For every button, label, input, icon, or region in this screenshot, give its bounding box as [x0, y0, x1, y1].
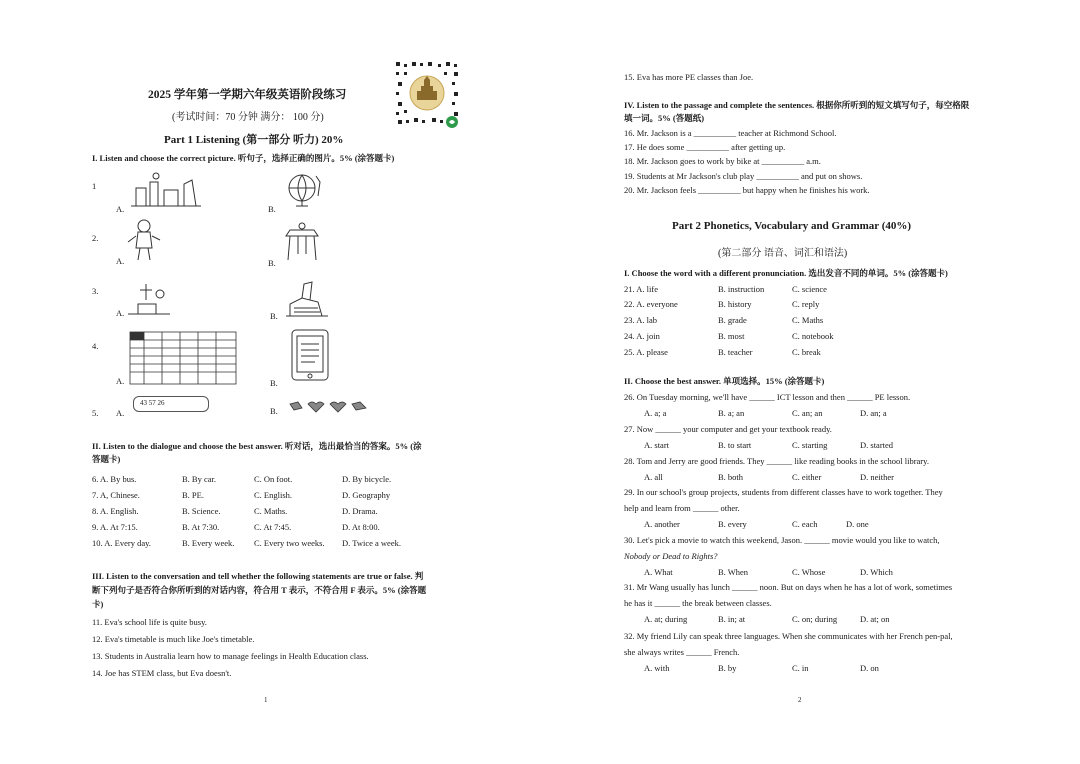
qr-code-icon: [392, 58, 462, 134]
option-c: C. in: [792, 663, 809, 673]
picture-4a-timetable: [128, 330, 238, 386]
statement-item: 12. Eva's timetable is much like Joe's timetable.: [92, 634, 255, 644]
option-d: D. one: [846, 519, 869, 529]
option-a: A. all: [644, 472, 663, 482]
fill-blank-item: 20. Mr. Jackson feels __________ but happy when he finishes his work.: [624, 185, 870, 195]
option-d: D. started: [860, 440, 894, 450]
stats-text: 43 57 26: [140, 399, 165, 407]
option-b: B. by: [718, 663, 737, 673]
q7-option-c: C. English.: [254, 490, 293, 500]
q10-option-b: B. Every week.: [182, 538, 235, 548]
q24-option-a: 24. A. join: [624, 331, 660, 341]
q22-option-c: C. reply: [792, 299, 820, 309]
option-a-label: A.: [116, 376, 125, 386]
option-b-label: B.: [270, 378, 278, 388]
picture-2a-person: [124, 218, 164, 262]
option-d: D. Which: [860, 567, 893, 577]
question-stem: 26. On Tuesday morning, we'll have ______ ICT lesson and then ______ PE lesson.: [624, 392, 911, 402]
question-number: 5.: [92, 408, 99, 418]
q7-option-a: 7. A, Chinese.: [92, 490, 140, 500]
statement-item: 15. Eva has more PE classes than Joe.: [624, 72, 754, 82]
q10-option-d: D. Twice a week.: [342, 538, 401, 548]
statement-item: 11. Eva's school life is quite busy.: [92, 617, 207, 627]
question-number: 1: [92, 181, 97, 191]
option-d: D. at; on: [860, 614, 890, 624]
option-a: A. start: [644, 440, 670, 450]
question-stem: 28. Tom and Jerry are good friends. They ______ like reading books in the school library.: [624, 456, 929, 466]
picture-3a: [124, 280, 174, 320]
option-b: B. a; an: [718, 408, 745, 418]
question-stem-cont: he has it ______ the break between classes.: [624, 598, 772, 608]
page-number: 1: [264, 696, 268, 704]
option-a-label: A.: [116, 408, 125, 418]
option-b-label: B.: [268, 204, 276, 214]
question-number: 3.: [92, 286, 99, 296]
option-a-label: A.: [116, 308, 125, 318]
part2-title: Part 2 Phonetics, Vocabulary and Grammar (40%): [672, 220, 912, 232]
listening-section-4-header: IV. Listen to the passage and complete the sentences. 根据你所听到的短文填写句子，每空格限: [624, 100, 970, 110]
q25-option-b: B. teacher: [718, 347, 753, 357]
exam-title: 2025 学年第一学期六年级英语阶段练习: [148, 89, 347, 101]
fill-blank-item: 18. Mr. Jackson goes to work by bike at __________ a.m.: [624, 156, 821, 166]
picture-3b: [282, 278, 332, 322]
listening-section-4-header-cont: 填一词。5% (答题纸): [624, 113, 705, 123]
q21-option-b: B. instruction: [718, 284, 765, 294]
option-a: A. a; a: [644, 408, 667, 418]
option-c: C. Whose: [792, 567, 826, 577]
part2-subtitle: (第二部分 语音、词汇和语法): [718, 248, 848, 259]
q6-option-c: C. On foot.: [254, 474, 293, 484]
listening-section-3-header-end: 卡): [92, 599, 104, 609]
option-c: C. an; an: [792, 408, 823, 418]
option-a: A. with: [644, 663, 670, 673]
picture-1a: [126, 170, 206, 210]
picture-4b-tablet: [288, 328, 332, 382]
q6-option-d: D. By bicycle.: [342, 474, 392, 484]
option-a: A. What: [644, 567, 673, 577]
q9-option-c: C. At 7:45.: [254, 522, 292, 532]
q10-option-c: C. Every two weeks.: [254, 538, 325, 548]
question-stem: 32. My friend Lily can speak three languages. When she communicates with her French pen-pal,: [624, 631, 953, 641]
q9-option-a: 9. A. At 7:15.: [92, 522, 138, 532]
option-a-label: A.: [116, 204, 125, 214]
q24-option-c: C. notebook: [792, 331, 834, 341]
listening-section-2-header: II. Listen to the dialogue and choose the best answer. 听对话，选出最恰当的答案。5% (涂: [92, 441, 422, 451]
option-a: A. another: [644, 519, 680, 529]
q8-option-d: D. Drama.: [342, 506, 378, 516]
option-c: C. on; during: [792, 614, 838, 624]
q7-option-b: B. PE.: [182, 490, 204, 500]
stats-badge: [133, 396, 209, 412]
option-b-label: B.: [268, 258, 276, 268]
option-b-label: B.: [270, 406, 278, 416]
question-stem: 31. Mr Wang usually has lunch ______ noon. But on days when he has a lot of work, sometimes: [624, 582, 953, 592]
option-b: B. both: [718, 472, 744, 482]
q9-option-d: D. At 8:00.: [342, 522, 380, 532]
option-d: D. an; a: [860, 408, 887, 418]
option-b: B. When: [718, 567, 749, 577]
q6-option-b: B. By car.: [182, 474, 216, 484]
question-stem: 30. Let's pick a movie to watch this weekend, Jason. ______ movie would you like to watch,: [624, 535, 940, 545]
part1-title: Part 1 Listening (第一部分 听力) 20%: [164, 134, 344, 146]
listening-section-1-header: I. Listen and choose the correct picture. 听句子，选择正确的图片。5% (涂答题卡): [92, 153, 395, 163]
option-d: D. on: [860, 663, 879, 673]
page-2: [540, 0, 1080, 764]
option-b: B. in; at: [718, 614, 746, 624]
grammar-section-1-header: I. Choose the word with a different pronunciation. 选出发音不同的单词。5% (涂答题卡): [624, 268, 948, 278]
option-a-label: A.: [116, 256, 125, 266]
q8-option-c: C. Maths.: [254, 506, 288, 516]
listening-section-3-header-cont: 断下列句子是否符合你所听到的对话内容，符合用 T 表示，不符合用 F 表示。5% (涂答题: [92, 585, 427, 595]
grammar-section-2-header: II. Choose the best answer. 单项选择。15% (涂答题卡): [624, 376, 825, 386]
q25-option-c: C. break: [792, 347, 821, 357]
q21-option-c: C. science: [792, 284, 827, 294]
picture-2b-table: [280, 220, 324, 264]
option-d: D. neither: [860, 472, 894, 482]
q21-option-a: 21. A. life: [624, 284, 658, 294]
question-stem-cont: she always writes ______ French.: [624, 647, 740, 657]
fill-blank-item: 16. Mr. Jackson is a __________ teacher at Richmond School.: [624, 128, 837, 138]
question-number: 4.: [92, 341, 99, 351]
option-a: A. at; during: [644, 614, 688, 624]
option-b-label: B.: [270, 311, 278, 321]
option-b: B. to start: [718, 440, 752, 450]
q6-option-a: 6. A. By bus.: [92, 474, 137, 484]
question-number: 2.: [92, 233, 99, 243]
statement-item: 13. Students in Australia learn how to manage feelings in Health Education class.: [92, 651, 369, 661]
question-stem: 27. Now ______ your computer and get your textbook ready.: [624, 424, 832, 434]
q22-option-b: B. history: [718, 299, 752, 309]
option-c: C. each: [792, 519, 818, 529]
listening-section-2-header-cont: 答题卡): [92, 454, 121, 464]
q24-option-b: B. most: [718, 331, 745, 341]
statement-item: 14. Joe has STEM class, but Eva doesn't.: [92, 668, 232, 678]
q10-option-a: 10. A. Every day.: [92, 538, 151, 548]
exam-info: (考试时间：70 分钟 满分： 100 分): [172, 112, 324, 123]
question-stem-cont: Nobody or Dead to Rights?: [624, 551, 718, 561]
fill-blank-item: 17. He does some __________ after getting up.: [624, 142, 786, 152]
question-stem: 29. In our school's group projects, students from different classes have to work together. They: [624, 487, 943, 497]
q22-option-a: 22. A. everyone: [624, 299, 678, 309]
q23-option-b: B. grade: [718, 315, 747, 325]
q7-option-d: D. Geography: [342, 490, 391, 500]
listening-section-3-header: III. Listen to the conversation and tell whether the following statements are true or false. 判: [92, 571, 424, 581]
picture-5b-hearts: [288, 398, 370, 414]
fill-blank-item: 19. Students at Mr Jackson's club play __________ and put on shows.: [624, 171, 863, 181]
q23-option-c: C. Maths: [792, 315, 824, 325]
option-b: B. every: [718, 519, 747, 529]
q25-option-a: 25. A. please: [624, 347, 668, 357]
q8-option-a: 8. A. English.: [92, 506, 139, 516]
question-stem-cont: help and learn from ______ other.: [624, 503, 740, 513]
picture-1b-globe: [282, 168, 326, 212]
option-c: C. starting: [792, 440, 828, 450]
q8-option-b: B. Science.: [182, 506, 221, 516]
q23-option-a: 23. A. lab: [624, 315, 658, 325]
option-c: C. either: [792, 472, 822, 482]
page-number: 2: [798, 696, 802, 704]
q9-option-b: B. At 7:30.: [182, 522, 220, 532]
